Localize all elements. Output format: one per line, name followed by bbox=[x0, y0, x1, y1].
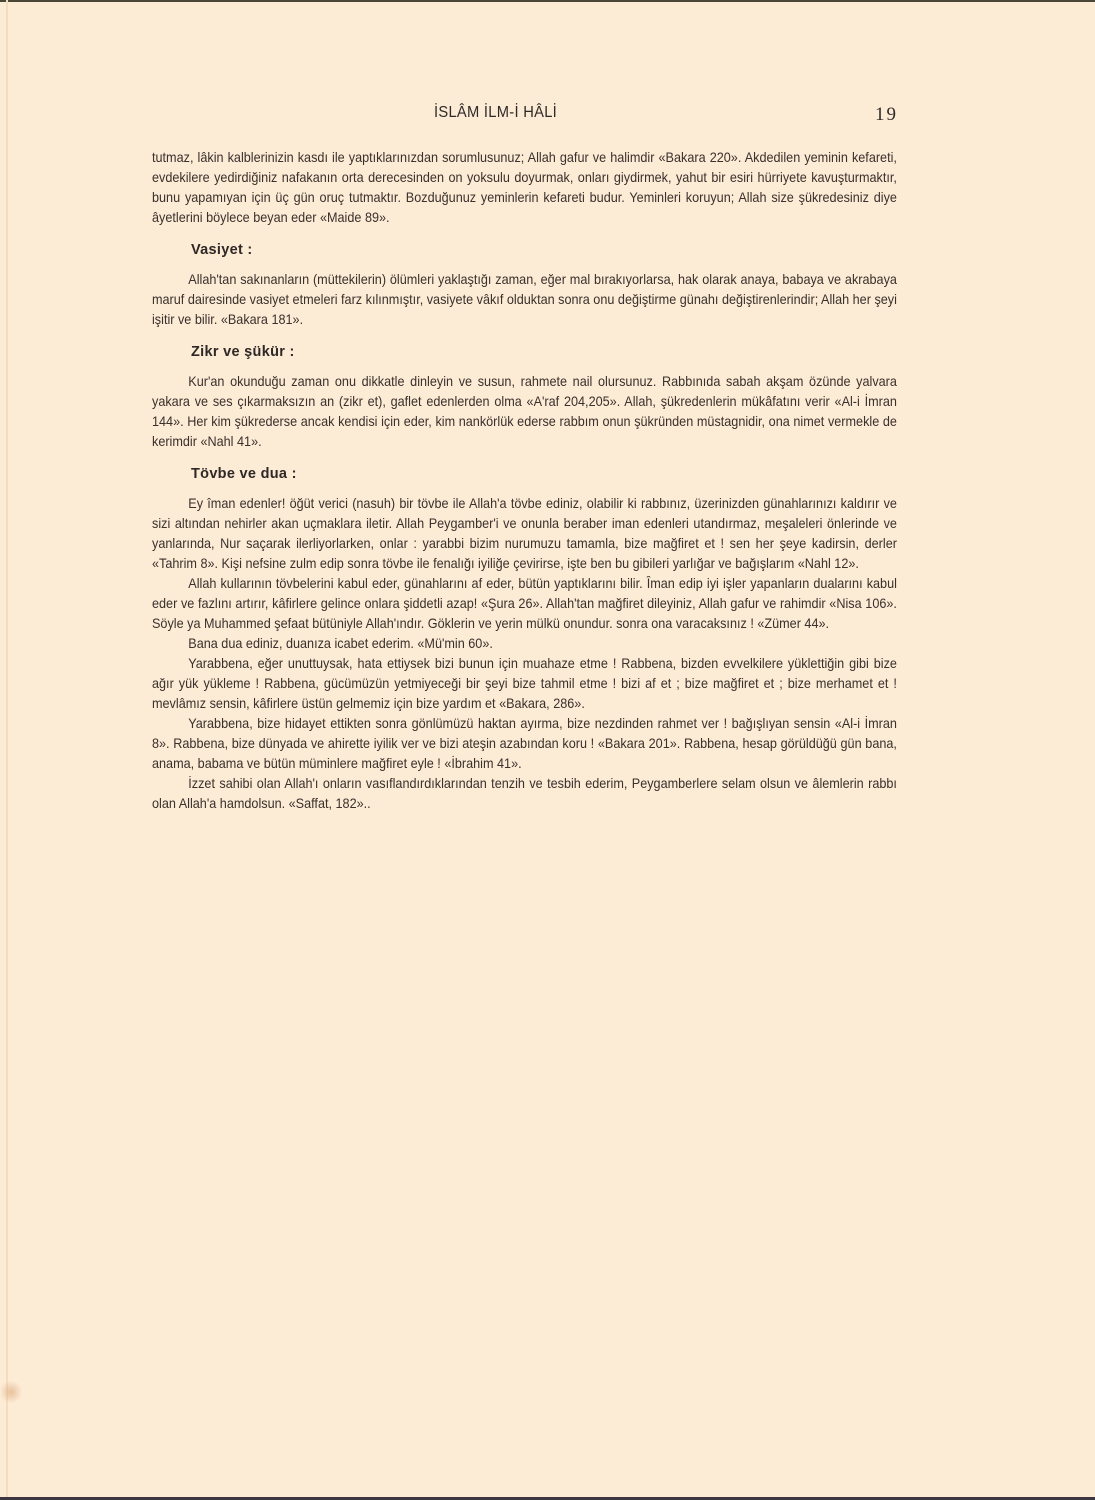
paragraph: Yarabbena, eğer unuttuysak, hata ettiysek bizi bunun için muahaze etme ! Rabbena, bizden evvelkilere yüklettiğin gibi bize ağır yük yükleme ! Rabbena, gücümüzün yetmiyeceği bir şeyi bize tahmil etme ! bizi af et ; bize mağfiret et ; bize merhamet et ! mevlâmız sensin, kâfirlere üstün gelmemiz için bize yardım et «Bakara, 286». bbox=[152, 656, 897, 711]
paper-stain bbox=[0, 1380, 22, 1404]
paragraph: Allah'tan sakınanların (müttekilerin) ölümleri yaklaştığı zaman, eğer mal bırakıyorlarsa, hak olarak anaya, babaya ve akrabaya maruf dairesinde vasiyet etmeleri farz kılınmıştır, vasiyete vâkıf olduktan sonra onu değiştirme günahı değiştirenlerindir; Allah her şeyi işitir ve bilir. «Bakara 181». bbox=[152, 272, 897, 327]
section-heading: Zikr ve şükür : bbox=[191, 344, 295, 360]
section-zikr-ve-sukur bbox=[152, 342, 897, 452]
section-heading: Vasiyet : bbox=[191, 242, 253, 258]
running-title: İSLÂM İLM-İ HÂLİ bbox=[434, 104, 558, 121]
paragraph: İzzet sahibi olan Allah'ı onların vasıflandırdıklarından tenzih ve tesbih ederim, Peygamberlere selam olsun ve âlemlerin rabbı olan Allah'a hamdolsun. «Saffat, 182».. bbox=[152, 776, 897, 811]
paragraph: Allah kullarının tövbelerini kabul eder, günahlarını af eder, bütün yaptıklarını bilir. Îman edip iyi işler yapanların dualarını kabul eder ve fazlını artırır, kâfirlere gelince onlara şiddetli azap! «Şura 26». Allah'tan mağfiret dileyiniz, Allah gafur ve rahimdir «Nisa 106». Söyle ya Muhammed şefaat bütüniyle Allah'ındır. Göklerin ve yerin mülkü onundur. sonra ona varacaksınız ! «Zümer 44». bbox=[152, 576, 897, 631]
section-tovbe-ve-dua bbox=[152, 464, 897, 814]
page-number: 19 bbox=[875, 104, 898, 125]
section-heading: Tövbe ve dua : bbox=[191, 466, 297, 482]
page-body bbox=[152, 148, 897, 814]
paragraph: Ey îman edenler! öğüt verici (nasuh) bir tövbe ile Allah'a tövbe ediniz, olabilir ki rabbınız, üzerinizden günahlarınızı kaldırır ve sizi altından nehirler akan uçmaklara iletir. Allah Peygamber'i ve onunla beraber iman edenleri utandırmaz, meşaleleri önlerinde ve yanlarında, Nur saçarak ilerliyorlarken, onlar : yarabbi bizim nurumuzu tamamla, bize mağfiret et ! sen her şeye kadirsin, derler «Tahrim 8». Kişi nefsine zulm edip sonra tövbe ile fenalığı iyiliğe çevirirse, işte ben bu gibileri yarlığar ve bağışlarım «Nahl 12». bbox=[152, 496, 897, 571]
intro-paragraph: tutmaz, lâkin kalblerinizin kasdı ile yaptıklarınızdan sorumlusunuz; Allah gafur ve halimdir «Bakara 220». Akdedilen yeminin kefareti, evdekilere yedirdiğiniz nafakanın orta derecesinden on yoksulu doyurmak, onları giydirmek, yahut bir esiri hürriyete kavuşturmaktır, bunu yapamıyan için üç gün oruç tutmaktır. Bozduğunuz yeminlerin kefareti budur. Yeminleri koruyun; Allah size şükredesiniz diye âyetlerini böylece beyan eder «Maide 89». bbox=[152, 150, 897, 225]
scan-edge-top bbox=[0, 0, 1095, 2]
paragraph: Kur'an okunduğu zaman onu dikkatle dinleyin ve susun, rahmete nail olursunuz. Rabbınıda sabah akşam özünde yalvara yakara ve ses çıkarmaksızın an (zikr et), gaflet edenlerden olma «A'raf 204,205». Allah, şükredenlerin mükâfatını verir «Al-i İmran 144». Her kim şükrederse ancak kendisi için eder, kim nankörlük ederse rabbım onun şükründen müstagnidir, ona nimet vermekle de kerimdir «Nahl 41». bbox=[152, 374, 897, 449]
scan-edge-left bbox=[6, 0, 8, 1500]
page-header bbox=[150, 104, 898, 128]
section-vasiyet bbox=[152, 240, 897, 330]
paragraph: Yarabbena, bize hidayet ettikten sonra gönlümüzü haktan ayırma, bize nezdinden rahmet ver ! bağışlıyan sensin «Al-i İmran 8». Rabbena, bize dünyada ve ahirette iyilik ver ve bizi ateşin azabından koru ! «Bakara 201». Rabbena, hesap görüldüğü gün bana, anama, babama ve bütün müminlere mağfiret eyle ! «İbrahim 41». bbox=[152, 716, 897, 771]
paragraph: Bana dua ediniz, duanıza icabet ederim. «Mü'min 60». bbox=[188, 636, 493, 651]
